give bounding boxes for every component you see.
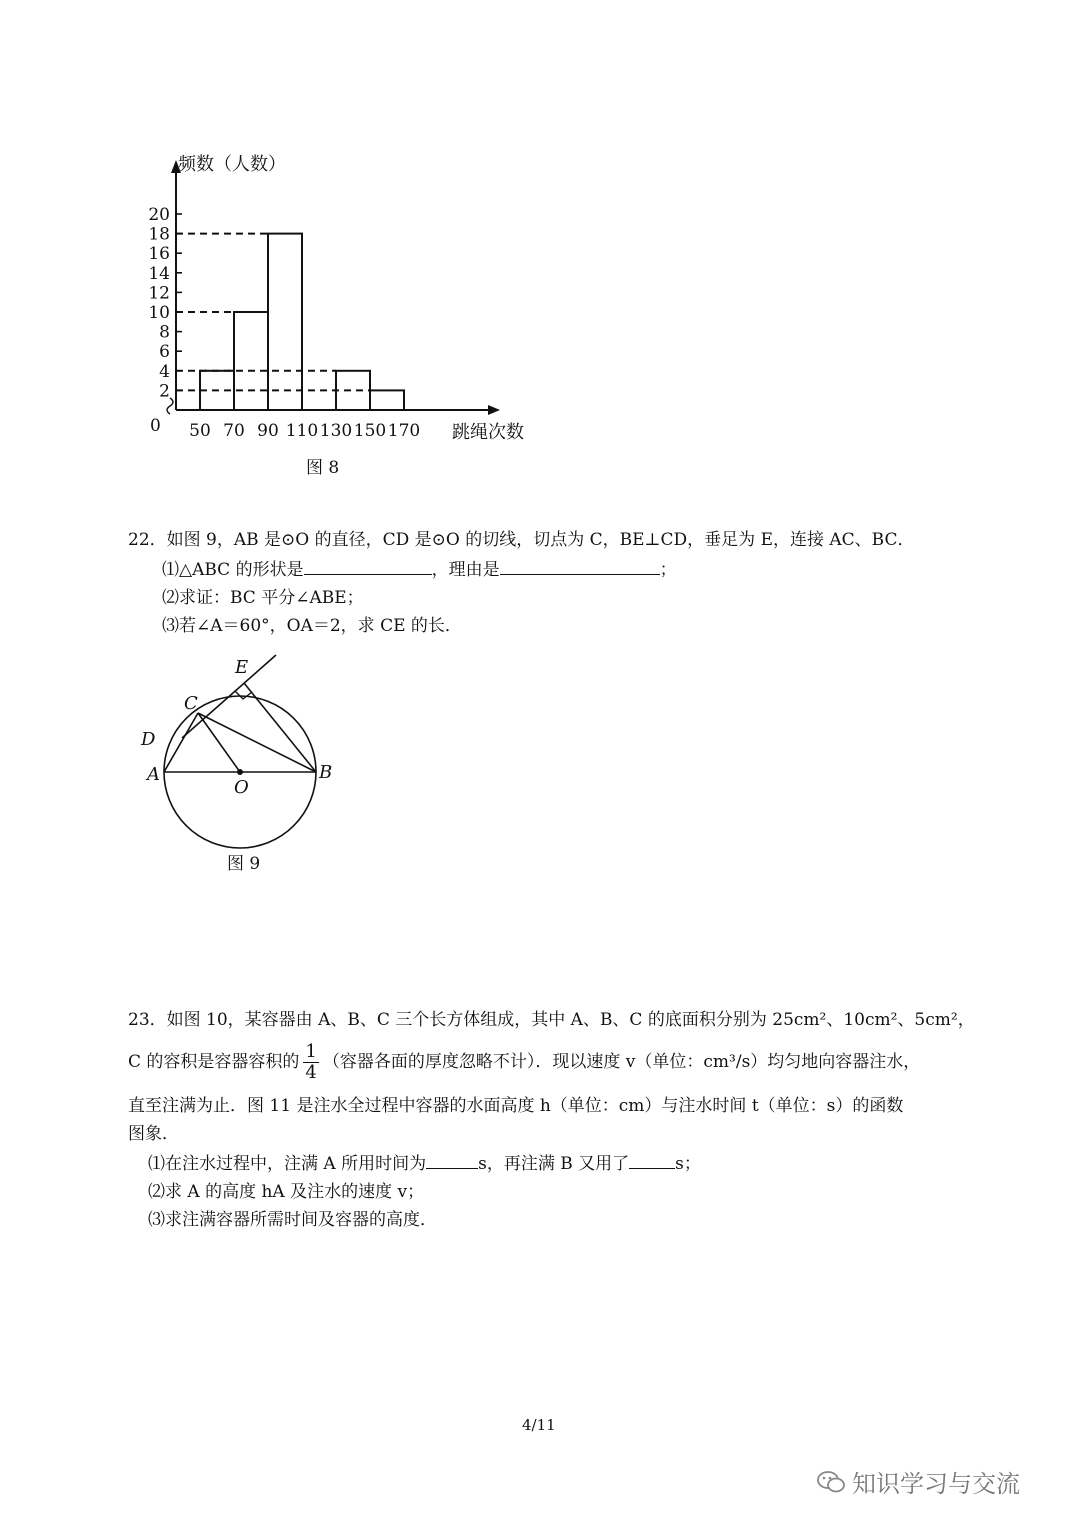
x-tick-label: 150 [353, 421, 387, 440]
q22-part3: ⑶若∠A＝60°，OA＝2，求 CE 的长． [162, 616, 462, 636]
y-tick-label: 2 [159, 381, 170, 402]
q22-part1-reason-prompt: ，理由是 [431, 560, 500, 580]
x-tick-label: 90 [257, 421, 279, 440]
q23-number: 23． [128, 1010, 167, 1030]
q23-line1 [128, 1006, 975, 1034]
q22-reason-answer-blank[interactable] [500, 556, 660, 575]
q23-part1-end: s； [675, 1154, 701, 1174]
label-b: B [319, 762, 333, 783]
q23-part3: ⑶求注满容器所需时间及容器的高度． [148, 1210, 437, 1230]
fraction-one-quarter [303, 1042, 318, 1083]
y-tick-label: 20 [148, 205, 170, 225]
center-point-o [237, 769, 243, 775]
x-tick-label: 50 [189, 421, 211, 440]
q22-part2: ⑵求证：BC 平分∠ABE； [162, 588, 364, 608]
y-tick-label: 4 [159, 361, 170, 382]
q23-time-a-blank[interactable] [426, 1150, 478, 1169]
q23-line3: 直至注满为止．图 11 是注水全过程中容器的水面高度 h（单位：cm）与注水时间 t（单位：s）的函数 [128, 1096, 904, 1116]
q23-part2: ⑵求 A 的高度 hA 及注水的速度 v； [148, 1182, 425, 1202]
segment-oc [198, 713, 240, 772]
histogram-bar [336, 371, 370, 410]
y-axis-title: 频数（人数） [178, 154, 286, 175]
histogram-bar [234, 312, 268, 410]
right-angle-mark-e [235, 691, 252, 699]
q22-part1-end: ； [659, 560, 677, 580]
segment-be [244, 683, 316, 772]
label-c: C [184, 693, 198, 714]
y-tick-label: 8 [159, 322, 170, 343]
segment-bc [198, 713, 316, 772]
x-tick-label: 70 [223, 421, 245, 440]
x-tick-label: 130 [319, 421, 353, 440]
q23-time-b-blank[interactable] [629, 1150, 675, 1169]
x-axis-arrow [488, 405, 500, 415]
y-tick-label: 14 [148, 263, 170, 284]
figure-9-caption: 图 9 [227, 854, 261, 874]
y-tick-label: 6 [159, 342, 170, 363]
y-tick-label: 12 [148, 283, 170, 304]
x-tick-label: 110 [285, 421, 319, 440]
geometry-figure-9 [130, 645, 350, 855]
label-d: D [141, 729, 156, 750]
histogram-bar [268, 234, 302, 410]
q23-part1-prompt: ⑴在注水过程中，注满 A 所用时间为 [148, 1154, 427, 1174]
y-tick-label: 18 [148, 224, 170, 245]
fraction-numerator: 1 [305, 1041, 317, 1062]
x-tick-label: 170 [387, 421, 421, 440]
label-a: A [147, 764, 160, 785]
q23-line2-start: C 的容积是容器容积的 [128, 1052, 300, 1072]
x-axis-title: 跳绳次数 [452, 422, 524, 440]
q22-part1-prompt: ⑴△ABC 的形状是 [162, 560, 304, 580]
y-tick-label: 10 [148, 303, 170, 323]
label-e: E [235, 657, 249, 678]
q23-line4: 图象． [128, 1124, 179, 1144]
label-o: O [234, 777, 249, 798]
histogram-figure-8 [120, 140, 560, 440]
fraction-denominator: 4 [305, 1062, 317, 1083]
q22-shape-answer-blank[interactable] [304, 556, 432, 575]
figure-8-caption: 图 8 [306, 458, 340, 478]
q22-part1 [162, 556, 677, 584]
y-tick-label: 0 [150, 416, 161, 436]
chat-bubble-icon [816, 1469, 846, 1495]
q23-line1-text: 如图 10，某容器由 A、B、C 三个长方体组成，其中 A、B、C 的底面积分别为 25cm²、10cm²、5cm²， [166, 1010, 975, 1030]
q23-part1-mid: s，再注满 B 又用了 [478, 1154, 630, 1174]
page-number: 4/11 [522, 1416, 556, 1434]
q22-intro-text: 如图 9，AB 是⊙O 的直径，CD 是⊙O 的切线，切点为 C，BE⊥CD，垂足为 E，连接 AC、BC． [166, 530, 915, 550]
watermark [816, 1464, 1020, 1499]
histogram-bar [370, 390, 404, 410]
q22-number: 22． [128, 530, 167, 550]
q23-part1 [148, 1150, 701, 1178]
y-tick-label: 16 [148, 244, 170, 265]
q23-line2 [128, 1038, 920, 1086]
watermark-text: 知识学习与交流 [852, 1470, 1020, 1498]
q23-line2-end: （容器各面的厚度忽略不计）．现以速度 v（单位：cm³/s）均匀地向容器注水， [322, 1052, 921, 1072]
q22-intro [128, 526, 915, 554]
